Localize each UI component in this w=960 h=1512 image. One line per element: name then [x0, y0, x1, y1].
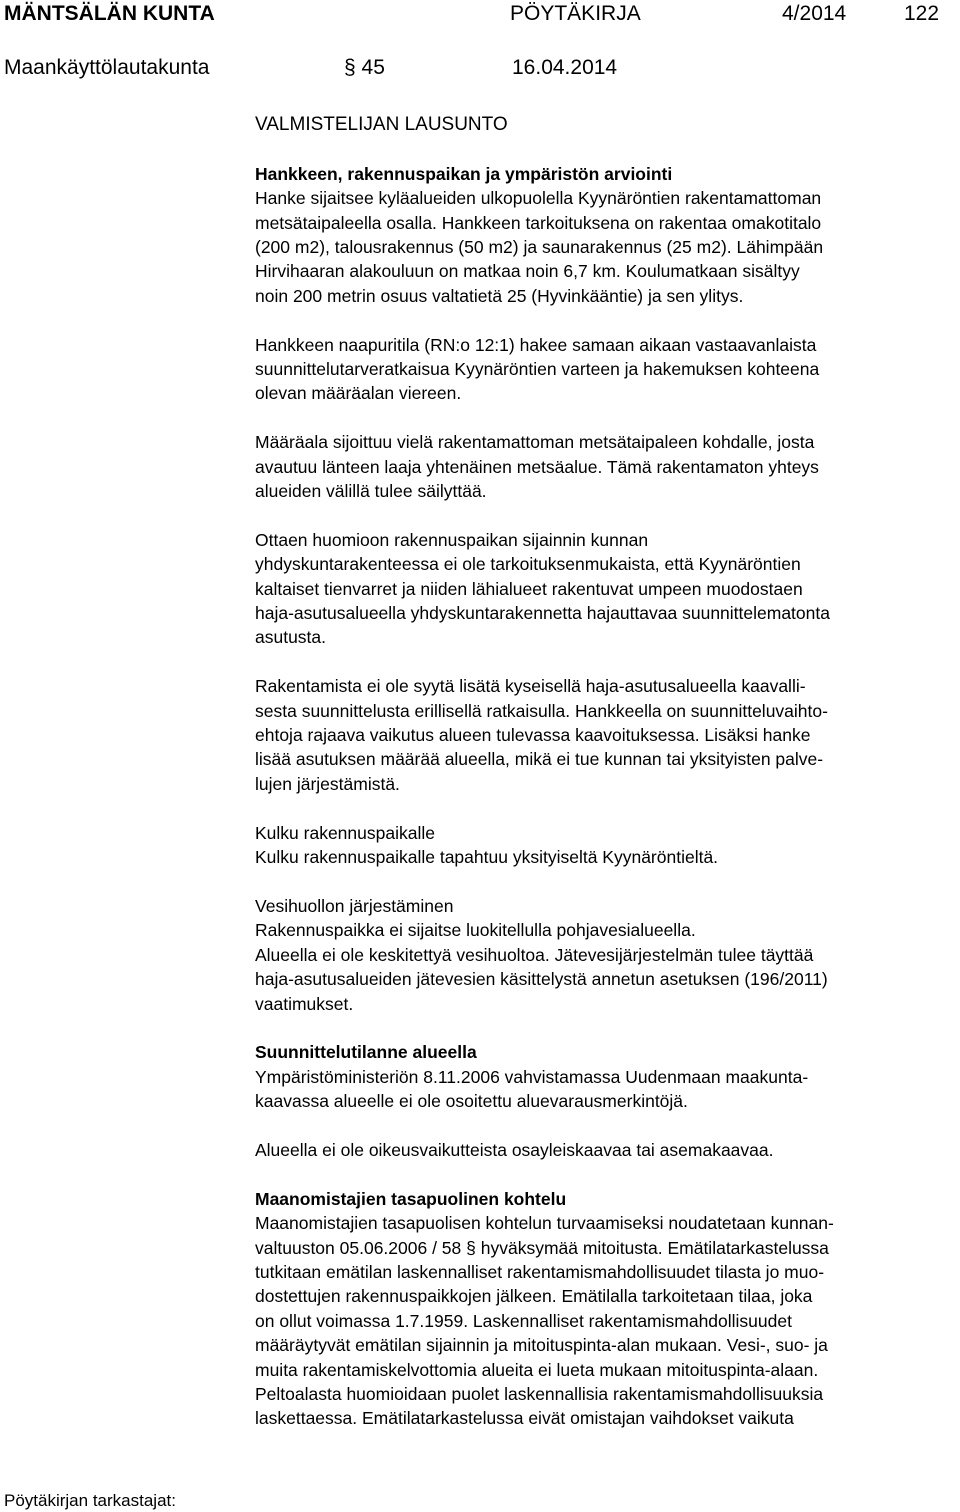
text-line: muita rakentamiskelvottomia alueita ei lueta mukaan mitoituspinta-alaan. — [255, 1359, 819, 1380]
text-line: ehtoja rajaava vaikutus alueen tulevassa kaavoituksessa. Lisäksi hanke — [255, 725, 811, 746]
text-line: Hanke sijaitsee kyläalueiden ulkopuolella Kyynäröntien rakentamattoman — [255, 188, 822, 209]
header-doc-number: 4/2014 — [782, 2, 847, 25]
section-heading: Vesihuollon järjestäminen — [255, 895, 454, 916]
text-line: (200 m2), talousrakennus (50 m2) ja saunarakennus (25 m2). Lähimpään — [255, 237, 824, 258]
text-line: lujen järjestämistä. — [255, 773, 400, 794]
header-org: MÄNTSÄLÄN KUNTA — [4, 2, 215, 25]
paragraph-neighbour-lot — [255, 333, 955, 406]
section-water-supply — [255, 894, 955, 1016]
text-line: Rakennuspaikka ei sijaitse luokitellulla pohjavesialueella. — [255, 920, 696, 941]
text-line: kaltaiset tienvarret ja niiden lähialueet rakentuvat umpeen muodostaen — [255, 578, 803, 599]
text-line: Maanomistajien tasapuolisen kohtelun turvaamiseksi noudatetaan kunnan- — [255, 1213, 834, 1234]
text-line: noin 200 metrin osuus valtatietä 25 (Hyvinkääntie) ja sen ylitys. — [255, 285, 744, 306]
text-line: Ottaen huomioon rakennuspaikan sijainnin kunnan — [255, 529, 649, 550]
section-equal-treatment — [255, 1187, 955, 1431]
text-line: määräytyvät emätilan sijainnin ja mitoituspinta-alan mukaan. Vesi-, suo- ja — [255, 1335, 828, 1356]
paragraph-planning — [255, 674, 955, 796]
text-line: Peltoalasta huomioidaan puolet laskennallisia rakentamismahdollisuuksia — [255, 1383, 824, 1404]
text-line: yhdyskuntarakenteessa ei ole tarkoituksenmukaista, että Kyynäröntien — [255, 554, 801, 575]
text-line: valtuuston 05.06.2006 / 58 § hyväksymää mitoitusta. Emätilatarkastelussa — [255, 1237, 829, 1258]
footer-inspectors-label: Pöytäkirjan tarkastajat: — [4, 1491, 176, 1510]
text-line: avautuu länteen laaja yhtenäinen metsäalue. Tämä rakentamaton yhteys — [255, 456, 819, 477]
text-line: laskettaessa. Emätilatarkastelussa eivät omistajan vaihdokset vaikuta — [255, 1408, 794, 1429]
paragraph-forest-area — [255, 430, 955, 503]
text-line: tutkitaan emätilan laskennalliset rakentamismahdollisuudet tilasta jo muo- — [255, 1261, 825, 1282]
section-access — [255, 821, 955, 870]
text-line: Alueella ei ole keskitettyä vesihuoltoa. Jätevesijärjestelmän tulee täyttää — [255, 944, 814, 965]
text-line: Rakentamista ei ole syytä lisätä kyseisellä haja-asutusalueella kaavalli- — [255, 676, 806, 697]
text-line: haja-asutusalueella yhdyskuntarakennetta hajauttavaa suunnittelematonta — [255, 603, 830, 624]
text-line: dostettujen rakennuspaikkojen jälkeen. Emätilalla tarkoitetaan tilaa, joka — [255, 1286, 813, 1307]
paragraph-zoning — [255, 1138, 955, 1162]
text-line: asutusta. — [255, 627, 327, 648]
header-section: § 45 — [344, 56, 385, 79]
section-heading: Suunnittelutilanne alueella — [255, 1042, 477, 1063]
text-line: Ympäristöministeriön 8.11.2006 vahvistamassa Uudenmaan maakunta- — [255, 1066, 809, 1087]
section-assessment — [255, 162, 955, 308]
section-heading: Hankkeen, rakennuspaikan ja ympäristön arviointi — [255, 163, 673, 184]
text-line: lisää asutuksen määrää alueella, mikä ei tue kunnan tai yksityisten palve- — [255, 749, 824, 770]
document-title: VALMISTELIJAN LAUSUNTO — [255, 114, 508, 135]
text-line: Hirvihaaran alakouluun on matkaa noin 6,7 km. Koulumatkaan sisältyy — [255, 261, 800, 282]
text-line: kaavassa alueelle ei ole osoitettu aluevarausmerkintöjä. — [255, 1091, 688, 1112]
header-page-number: 122 — [904, 2, 940, 25]
text-line: alueiden välillä tulee säilyttää. — [255, 481, 487, 502]
document-body — [255, 113, 955, 1455]
text-line: haja-asutusalueiden jätevesien käsittelystä annetun asetuksen (196/2011) — [255, 969, 828, 990]
text-line: Alueella ei ole oikeusvaikutteista osayleiskaavaa tai asemakaavaa. — [255, 1139, 774, 1160]
section-heading: Maanomistajien tasapuolinen kohtelu — [255, 1188, 567, 1209]
text-line: Määräala sijoittuu vielä rakentamattoman metsätaipaleen kohdalle, josta — [255, 432, 815, 453]
text-line: Hankkeen naapuritila (RN:o 12:1) hakee samaan aikaan vastaavanlaista — [255, 334, 817, 355]
header-committee: Maankäyttölautakunta — [4, 56, 210, 79]
section-heading: Kulku rakennuspaikalle — [255, 822, 435, 843]
text-line: on ollut voimassa 1.7.1959. Laskennalliset rakentamismahdollisuudet — [255, 1310, 792, 1331]
header-date: 16.04.2014 — [512, 56, 618, 79]
header-doc-type: PÖYTÄKIRJA — [510, 2, 641, 25]
text-line: sesta suunnittelusta erillisellä ratkaisulla. Hankkeella on suunnitteluvaihto- — [255, 700, 828, 721]
text-line: Kulku rakennuspaikalle tapahtuu yksityiseltä Kyynäröntieltä. — [255, 847, 719, 868]
text-line: suunnittelutarveratkaisua Kyynäröntien varteen ja hakemuksen kohteena — [255, 359, 820, 380]
text-line: olevan määräalan viereen. — [255, 383, 462, 404]
text-line: vaatimukset. — [255, 993, 354, 1014]
section-planning-situation — [255, 1040, 955, 1113]
text-line: metsätaipaleella osalla. Hankkeen tarkoituksena on rakentaa omakotitalo — [255, 212, 822, 233]
paragraph-community-structure — [255, 528, 955, 650]
